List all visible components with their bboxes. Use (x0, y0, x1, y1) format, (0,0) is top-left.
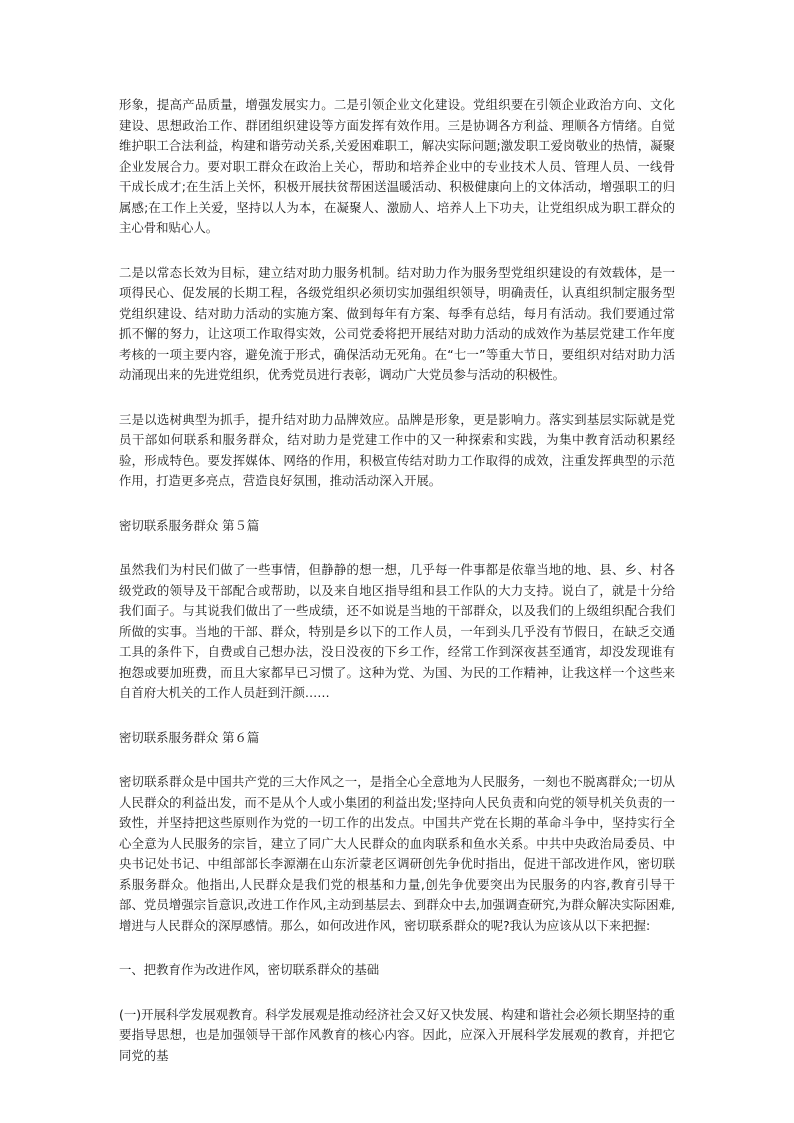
paragraph-enterprise-culture: 形象，提高产品质量，增强发展实力。二是引领企业文化建设。党组织要在引领企业政治方向、文化建设、思想政治工作、群团组织建设等方面发挥有效作用。三是协调各方利益、理顺各方情绪。自觉维护职工合法利益，构建和谐劳动关系,关爱困难职工，解决实际问题;激发职工爱岗敬业的热情，凝聚企业发展合力。要对职工群众在政治上关心，帮助和培养企业中的专业技术人员、管理人员、一线骨干成长成才;在生活上关怀，积极开展扶贫帮困送温暖活动、积极健康向上的文体活动，增强职工的归属感;在工作上关爱，坚持以人为本，在凝聚人、激励人、培养人上下功夫，让党组织成为职工群众的主心骨和贴心人。 (119, 97, 675, 235)
paragraph-scientific-development: (一)开展科学发展观教育。科学发展观是推动经济社会又好又快发展、构建和谐社会必须长期坚持的重要指导思想，也是加强领导干部作风教育的核心内容。因此，应深入开展科学发展观的教育，并把它同党的基 (119, 1006, 675, 1063)
paragraph-pairing-mechanism: 二是以常态长效为目标，建立结对助力服务机制。结对助力作为服务型党组织建设的有效载体，是一项得民心、促发展的长期工程，各级党组织必须切实加强组织领导，明确责任，认真组织制定服务型党组织建设、结对助力活动的实施方案、做到每年有方案、每季有总结，每月有活动。我们要通过常抓不懈的努力，让这项工作取得实效，公司党委将把开展结对助力活动的成效作为基层党建工作年度考核的一项主要内容，避免流于形式，确保活动无死角。在“七一”等重大节日，要组织对结对助力活动涌现出来的先进党组织，优秀党员进行表彰，调动广大党员参与活动的积极性。 (119, 264, 675, 382)
section-heading-part-6: 密切联系服务群众 第６篇 (119, 729, 260, 745)
subsection-heading-education: 一、把教育作为改进作风，密切联系群众的基础 (119, 962, 380, 977)
paragraph-village-work: 虽然我们为村民们做了一些事情，但静静的想一想，几乎每一件事都是依靠当地的地、县、乡、村各级党政的领导及干部配合或帮助，以及来自地区指导组和县工作队的大力支持。说白了，就是十分给我们面子。与其说我们做出了一些成绩，还不如说是当地的干部群众，以及我们的上级组织配合我们所做的实事。当地的干部、群众，特别是乡以下的工作人员，一年到头几乎没有节假日，在缺乏交通工具的条件下，自费或自己想办法，没日没夜的下乡工作，经常工作到深夜甚至通宵，却没发现谁有抱怨或要加班费，而且大家都早已习惯了。这种为党、为国、为民的工作精神，让我这样一个这些来自首府大机关的工作人员赶到汗颜…… (119, 562, 675, 700)
paragraph-model-building: 三是以选树典型为抓手，提升结对助力品牌效应。品牌是形象，更是影响力。落实到基层实际就是党员干部如何联系和服务群众，结对助力是党建工作中的又一种探索和实践，为集中教育活动积累经验，形成特色。要发挥媒体、网络的作用，积极宣传结对助力工作取得的成效，注重发挥典型的示范作用，打造更多亮点，营造良好氛围，推动活动深入开展。 (119, 411, 675, 488)
section-heading-part-5: 密切联系服务群众 第５篇 (119, 517, 260, 533)
paragraph-mass-line: 密切联系群众是中国共产党的三大作风之一，是指全心全意地为人民服务，一刻也不脱离群众;一切从人民群众的利益出发，而不是从个人或小集团的利益出发;坚持向人民负责和向党的领导机关负责的一致性，并坚持把这些原则作为党的一切工作的出发点。中国共产党在长期的革命斗争中，坚持实行全心全意为人民服务的宗旨，建立了同广大人民群众的血肉联系和鱼水关系。中共中央政治局委员、中央书记处书记、中组部部长李源潮在山东沂蒙老区调研创先争优时指出，促进干部改进作风，密切联系服务群众。他指出,人民群众是我们党的根基和力量,创先争优要突出为民服务的内容,教育引导干部、党员增强宗旨意识,改进工作作风,主动到基层去、到群众中去,加强调查研究,为群众解决实际困难,增进与人民群众的深厚感情。那么，如何改进作风，密切联系群众的呢?我认为应该从以下来把握: (119, 774, 675, 933)
document-body (119, 95, 675, 1066)
